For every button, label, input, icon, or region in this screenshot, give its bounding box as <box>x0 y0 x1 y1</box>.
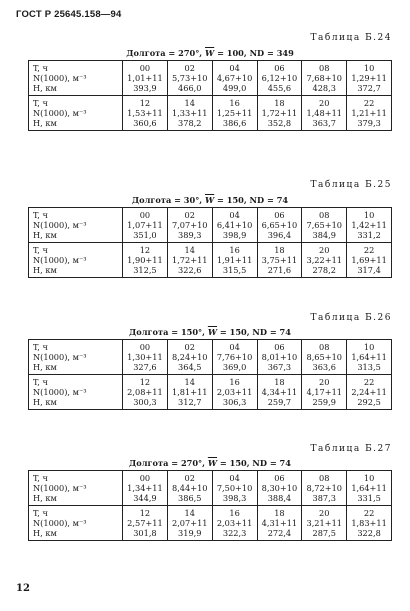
cell-value-n: 6,12+10 <box>261 73 298 83</box>
cell-value-t: 02 <box>184 473 195 483</box>
cell-value-n: 8,44+10 <box>172 483 208 493</box>
cell-value-h: 352,8 <box>267 118 292 128</box>
cell-value-h: 313,5 <box>357 362 381 372</box>
cell-value-n: 7,76+10 <box>216 352 253 362</box>
cell-value-n: 1,72+11 <box>261 108 298 118</box>
cell-value-t: 22 <box>363 98 375 108</box>
cell-value-h: 379,3 <box>357 118 381 128</box>
row-labels <box>29 243 123 278</box>
cell-value-n: 7,50+10 <box>216 483 253 493</box>
table-cell <box>167 471 212 506</box>
row-label: T, ч <box>33 508 48 518</box>
cell-value-h: 364,5 <box>178 362 202 372</box>
cell-value-h: 388,4 <box>267 493 292 503</box>
cell-value-t: 16 <box>229 508 240 518</box>
table-cell <box>257 471 302 506</box>
cell-value-h: 393,9 <box>133 83 157 93</box>
subtitle-values: = 150, ND = 74 <box>214 195 289 205</box>
table-row <box>29 375 392 410</box>
cell-value-n: 8,24+10 <box>172 352 208 362</box>
table-cell <box>347 96 392 131</box>
table-cell <box>123 96 168 131</box>
cell-value-t: 08 <box>319 63 330 73</box>
table-cell <box>302 208 347 243</box>
cell-value-t: 06 <box>274 210 285 220</box>
cell-value-h: 259,9 <box>312 397 336 407</box>
cell-value-t: 12 <box>139 508 151 518</box>
cell-value-h: 272,4 <box>267 528 292 538</box>
cell-value-n: 3,75+11 <box>261 255 298 265</box>
row-label: H, км <box>33 265 57 275</box>
row-label: H, км <box>33 528 57 538</box>
cell-value-n: 8,65+10 <box>306 352 342 362</box>
table-cell <box>123 375 168 410</box>
cell-value-t: 12 <box>139 98 151 108</box>
subtitle-w-symbol: $\overline{W}$ <box>207 327 218 337</box>
table-cell <box>167 506 212 541</box>
table-cell <box>347 375 392 410</box>
cell-value-h: 396,4 <box>267 230 292 240</box>
table-cell <box>167 61 212 96</box>
data-table <box>28 207 392 278</box>
row-labels <box>29 340 123 375</box>
cell-value-n: 1,48+11 <box>306 108 342 118</box>
table-subtitle <box>28 48 392 58</box>
cell-value-n: 8,01+10 <box>261 352 298 362</box>
row-labels <box>29 375 123 410</box>
table-cell <box>167 375 212 410</box>
cell-value-h: 466,0 <box>178 83 202 93</box>
table-row <box>29 506 392 541</box>
cell-value-t: 20 <box>319 508 330 518</box>
row-label: H, км <box>33 83 57 93</box>
table-cell <box>212 375 257 410</box>
cell-value-n: 3,21+11 <box>306 518 342 528</box>
cell-value-h: 499,0 <box>222 83 247 93</box>
cell-value-n: 2,03+11 <box>216 387 253 397</box>
cell-value-n: 1,33+11 <box>172 108 208 118</box>
cell-value-n: 6,65+10 <box>261 220 298 230</box>
cell-value-n: 2,08+11 <box>127 387 163 397</box>
cell-value-t: 00 <box>139 473 151 483</box>
cell-value-t: 20 <box>319 98 330 108</box>
table-cell <box>302 340 347 375</box>
cell-value-n: 1,81+11 <box>172 387 208 397</box>
table-cell <box>123 506 168 541</box>
row-label: T, ч <box>33 377 48 387</box>
row-labels <box>29 61 123 96</box>
table-subtitle <box>28 458 392 468</box>
table-row <box>29 61 392 96</box>
row-label: T, ч <box>33 342 48 352</box>
cell-value-h: 389,3 <box>178 230 202 240</box>
cell-value-n: 1,21+11 <box>351 108 387 118</box>
row-label: N(1000), м⁻³ <box>33 352 87 362</box>
subtitle-longitude: Долгота = 30°, <box>131 195 205 205</box>
cell-value-h: 327,6 <box>133 362 157 372</box>
cell-value-h: 312,7 <box>178 397 202 407</box>
cell-value-n: 1,69+11 <box>351 255 387 265</box>
table-cell <box>257 340 302 375</box>
cell-value-t: 16 <box>229 98 240 108</box>
cell-value-t: 04 <box>229 473 240 483</box>
cell-value-n: 4,17+11 <box>306 387 342 397</box>
cell-value-t: 10 <box>363 342 375 352</box>
table-label: Таблица Б.27 <box>310 444 392 454</box>
cell-value-h: 386,6 <box>222 118 247 128</box>
cell-value-n: 4,67+10 <box>216 73 253 83</box>
cell-value-t: 06 <box>274 473 285 483</box>
cell-value-n: 1,53+11 <box>127 108 163 118</box>
row-labels <box>29 471 123 506</box>
row-label: H, км <box>33 118 57 128</box>
row-label: N(1000), м⁻³ <box>33 255 87 265</box>
data-table <box>28 339 392 410</box>
cell-value-t: 04 <box>229 210 240 220</box>
cell-value-t: 20 <box>319 245 330 255</box>
table-cell <box>212 243 257 278</box>
row-label: H, км <box>33 362 57 372</box>
cell-value-n: 1,42+11 <box>351 220 387 230</box>
cell-value-t: 14 <box>184 98 195 108</box>
cell-value-t: 06 <box>274 342 285 352</box>
cell-value-n: 3,22+11 <box>306 255 342 265</box>
cell-value-t: 12 <box>139 377 151 387</box>
table-cell <box>302 471 347 506</box>
table-label: Таблица Б.26 <box>310 313 392 323</box>
cell-value-n: 1,01+11 <box>127 73 163 83</box>
cell-value-t: 04 <box>229 342 240 352</box>
cell-value-h: 455,6 <box>267 83 292 93</box>
table-row <box>29 96 392 131</box>
table-cell <box>347 340 392 375</box>
cell-value-t: 10 <box>363 210 375 220</box>
row-labels <box>29 208 123 243</box>
cell-value-n: 1,34+11 <box>127 483 163 493</box>
cell-value-h: 306,3 <box>222 397 247 407</box>
cell-value-n: 1,72+11 <box>172 255 208 265</box>
cell-value-t: 20 <box>319 377 330 387</box>
table-row <box>29 471 392 506</box>
cell-value-h: 398,3 <box>222 493 247 503</box>
subtitle-longitude: Долгота = 150°, <box>129 327 208 337</box>
cell-value-h: 384,9 <box>312 230 336 240</box>
row-label: T, ч <box>33 473 48 483</box>
cell-value-t: 02 <box>184 342 195 352</box>
cell-value-h: 271,6 <box>267 265 292 275</box>
row-label: H, км <box>33 397 57 407</box>
cell-value-h: 322,6 <box>178 265 202 275</box>
row-labels <box>29 96 123 131</box>
cell-value-n: 1,64+11 <box>351 483 387 493</box>
table-cell <box>212 61 257 96</box>
cell-value-h: 378,2 <box>178 118 202 128</box>
row-label: H, км <box>33 230 57 240</box>
row-label: N(1000), м⁻³ <box>33 518 87 528</box>
table-cell <box>257 506 302 541</box>
table-cell <box>347 208 392 243</box>
row-label: N(1000), м⁻³ <box>33 220 87 230</box>
table-cell <box>302 375 347 410</box>
cell-value-h: 428,3 <box>312 83 336 93</box>
cell-value-h: 398,9 <box>222 230 247 240</box>
row-label: N(1000), м⁻³ <box>33 73 87 83</box>
cell-value-h: 331,2 <box>357 230 381 240</box>
cell-value-h: 315,5 <box>222 265 247 275</box>
table-cell <box>167 340 212 375</box>
cell-value-h: 387,3 <box>312 493 336 503</box>
cell-value-t: 02 <box>184 63 195 73</box>
table-cell <box>257 375 302 410</box>
cell-value-t: 04 <box>229 63 240 73</box>
cell-value-n: 5,73+10 <box>172 73 208 83</box>
table-cell <box>257 96 302 131</box>
cell-value-n: 2,03+11 <box>216 518 253 528</box>
table-cell <box>257 208 302 243</box>
cell-value-h: 312,5 <box>133 265 157 275</box>
cell-value-h: 372,7 <box>357 83 381 93</box>
table-cell <box>302 96 347 131</box>
cell-value-n: 7,68+10 <box>306 73 342 83</box>
table-cell <box>167 208 212 243</box>
cell-value-h: 363,7 <box>312 118 336 128</box>
cell-value-h: 322,3 <box>222 528 247 538</box>
table-cell <box>123 340 168 375</box>
subtitle-w-symbol: $\overline{W}$ <box>205 48 215 58</box>
table-cell <box>347 243 392 278</box>
cell-value-h: 317,4 <box>357 265 381 275</box>
table-subtitle <box>28 195 392 205</box>
cell-value-n: 1,83+11 <box>351 518 387 528</box>
cell-value-h: 292,5 <box>357 397 381 407</box>
table-row <box>29 208 392 243</box>
cell-value-t: 18 <box>274 245 285 255</box>
row-label: T, ч <box>33 63 48 73</box>
cell-value-h: 367,3 <box>267 362 292 372</box>
data-table <box>28 60 392 131</box>
row-labels <box>29 506 123 541</box>
cell-value-n: 1,29+11 <box>351 73 387 83</box>
cell-value-h: 319,9 <box>178 528 202 538</box>
cell-value-t: 14 <box>184 245 195 255</box>
table-cell <box>302 61 347 96</box>
data-table <box>28 470 392 541</box>
cell-value-n: 1,90+11 <box>127 255 163 265</box>
cell-value-t: 14 <box>184 508 195 518</box>
cell-value-h: 331,5 <box>357 493 381 503</box>
table-row <box>29 340 392 375</box>
cell-value-n: 1,07+11 <box>127 220 163 230</box>
cell-value-h: 351,0 <box>133 230 157 240</box>
cell-value-t: 18 <box>274 98 285 108</box>
row-label: N(1000), м⁻³ <box>33 108 87 118</box>
row-label: T, ч <box>33 98 48 108</box>
row-label: N(1000), м⁻³ <box>33 387 87 397</box>
cell-value-h: 259,7 <box>267 397 292 407</box>
table-cell <box>257 243 302 278</box>
page-number: 12 <box>16 583 30 594</box>
cell-value-t: 00 <box>139 342 151 352</box>
table-cell <box>347 61 392 96</box>
table-cell <box>212 506 257 541</box>
table-cell <box>212 471 257 506</box>
cell-value-t: 14 <box>184 377 195 387</box>
subtitle-longitude: Долгота = 270°, <box>129 458 208 468</box>
row-label: T, ч <box>33 245 48 255</box>
table-subtitle <box>28 327 392 337</box>
table-cell <box>302 506 347 541</box>
cell-value-h: 360,6 <box>133 118 157 128</box>
table-cell <box>212 340 257 375</box>
table-cell <box>212 208 257 243</box>
cell-value-h: 369,0 <box>222 362 247 372</box>
cell-value-t: 00 <box>139 210 151 220</box>
cell-value-h: 363,6 <box>312 362 336 372</box>
cell-value-h: 278,2 <box>312 265 336 275</box>
subtitle-values: = 150, ND = 74 <box>217 458 291 468</box>
cell-value-t: 18 <box>274 377 285 387</box>
document-header: ГОСТ Р 25645.158—94 <box>16 9 122 20</box>
cell-value-n: 2,57+11 <box>127 518 163 528</box>
cell-value-h: 386,5 <box>178 493 202 503</box>
cell-value-n: 7,65+10 <box>306 220 342 230</box>
cell-value-t: 10 <box>363 63 375 73</box>
table-cell <box>167 96 212 131</box>
cell-value-t: 18 <box>274 508 285 518</box>
table-cell <box>257 61 302 96</box>
cell-value-n: 2,24+11 <box>351 387 387 397</box>
cell-value-n: 4,34+11 <box>261 387 298 397</box>
table-cell <box>123 208 168 243</box>
cell-value-t: 08 <box>319 210 330 220</box>
cell-value-t: 22 <box>363 377 375 387</box>
cell-value-h: 322,8 <box>357 528 381 538</box>
table-cell <box>212 96 257 131</box>
cell-value-h: 300,3 <box>133 397 157 407</box>
cell-value-n: 7,07+10 <box>172 220 208 230</box>
table-cell <box>302 243 347 278</box>
cell-value-n: 8,30+10 <box>261 483 298 493</box>
subtitle-w-symbol: $\overline{W}$ <box>207 458 218 468</box>
subtitle-longitude: Долгота = 270°, <box>126 48 206 58</box>
cell-value-n: 1,30+11 <box>127 352 163 362</box>
cell-value-t: 22 <box>363 245 375 255</box>
cell-value-t: 08 <box>319 342 330 352</box>
table-label: Таблица Б.25 <box>310 180 392 190</box>
table-cell <box>347 506 392 541</box>
cell-value-t: 16 <box>229 377 240 387</box>
table-cell <box>347 471 392 506</box>
cell-value-h: 287,5 <box>312 528 336 538</box>
cell-value-n: 8,72+10 <box>306 483 342 493</box>
table-label: Таблица Б.24 <box>310 33 392 43</box>
table-cell <box>167 243 212 278</box>
cell-value-t: 08 <box>319 473 330 483</box>
row-label: N(1000), м⁻³ <box>33 483 87 493</box>
table-cell <box>123 61 168 96</box>
row-label: T, ч <box>33 210 48 220</box>
subtitle-values: = 150, ND = 74 <box>217 327 291 337</box>
cell-value-n: 4,31+11 <box>261 518 298 528</box>
cell-value-n: 1,25+11 <box>216 108 253 118</box>
cell-value-n: 1,91+11 <box>216 255 253 265</box>
table-row <box>29 243 392 278</box>
cell-value-t: 02 <box>184 210 195 220</box>
cell-value-t: 10 <box>363 473 375 483</box>
subtitle-w-symbol: $\overline{W}$ <box>205 195 215 205</box>
cell-value-h: 344,9 <box>133 493 157 503</box>
cell-value-t: 16 <box>229 245 240 255</box>
cell-value-t: 00 <box>139 63 151 73</box>
cell-value-t: 06 <box>274 63 285 73</box>
subtitle-values: = 100, ND = 349 <box>214 48 294 58</box>
cell-value-n: 1,64+11 <box>351 352 387 362</box>
cell-value-n: 6,41+10 <box>216 220 253 230</box>
cell-value-h: 301,8 <box>133 528 157 538</box>
table-cell <box>123 471 168 506</box>
cell-value-t: 12 <box>139 245 151 255</box>
cell-value-t: 22 <box>363 508 375 518</box>
cell-value-n: 2,07+11 <box>172 518 208 528</box>
row-label: H, км <box>33 493 57 503</box>
table-cell <box>123 243 168 278</box>
